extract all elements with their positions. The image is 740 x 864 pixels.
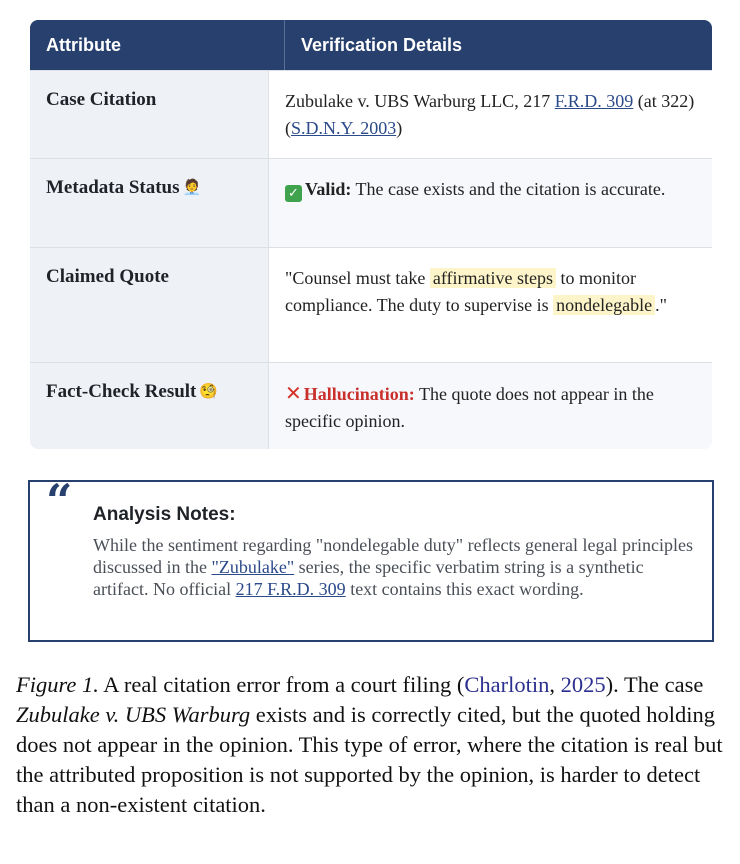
caption-text: , <box>549 672 561 697</box>
case-name: Zubulake v. UBS Warburg <box>16 702 251 727</box>
frd-309-link[interactable]: 217 F.R.D. 309 <box>235 579 346 599</box>
analysis-notes-box <box>28 474 714 642</box>
zubulake-link[interactable]: "Zubulake" <box>211 557 295 577</box>
caption-text: exists and is correctly cited, but the quoted holding does not appear in the opinion. This type of error, where the citation is real but the attributed proposition is not supported by the opinion, is harder to detect than a non-existent citation. <box>16 702 723 817</box>
check-mark-icon: ✓ <box>285 185 302 202</box>
header-attribute: Attribute <box>30 20 285 70</box>
case-citation-value <box>269 71 712 158</box>
row-label-case-citation: Case Citation <box>30 71 269 158</box>
citation-text: Zubulake v. UBS Warburg LLC, 217 <box>285 91 555 111</box>
notes-text: While the sentiment regarding "nondelegable duty" reflects general legal principles discussed in the <box>93 535 693 577</box>
table-row <box>30 158 712 247</box>
metadata-status-value <box>269 159 712 247</box>
caption-text: ). The case <box>605 672 704 697</box>
monocle-face-icon: 🧐 <box>199 384 219 400</box>
citation-year-link[interactable]: 2025 <box>560 672 606 697</box>
table-row <box>30 70 712 158</box>
table-row <box>30 247 712 362</box>
quote-text: "Counsel must take <box>285 268 430 288</box>
analysis-notes-body <box>93 534 693 600</box>
fact-check-value <box>269 363 712 449</box>
frd-link[interactable]: F.R.D. 309 <box>554 91 634 111</box>
notes-text: series, the specific verbatim string is a synthetic artifact. No official <box>93 557 644 599</box>
status-text: The case exists and the citation is accurate. <box>351 179 666 199</box>
verification-table <box>30 20 712 449</box>
label-text: Fact-Check Result <box>46 381 197 402</box>
cross-mark-icon: ✕ <box>285 381 302 405</box>
hallucination-status: Hallucination: <box>303 384 415 404</box>
figure-caption <box>16 670 728 820</box>
row-label-claimed-quote: Claimed Quote <box>30 248 269 362</box>
table-header <box>30 20 712 70</box>
quote-icon: “ <box>46 474 73 528</box>
quote-text: to monitor compliance. The duty to supervise is <box>285 268 636 315</box>
row-label-fact-check <box>30 363 269 449</box>
result-text: The quote does not appear in the specific opinion. <box>285 384 654 431</box>
highlight-affirmative-steps: affirmative steps <box>430 268 556 288</box>
notes-text: text contains this exact wording. <box>345 579 584 599</box>
citation-text: ) <box>396 118 403 138</box>
row-label-metadata-status <box>30 159 269 247</box>
office-worker-icon: 🧑‍💼 <box>182 180 202 196</box>
claimed-quote-value <box>269 248 712 362</box>
citation-text: (at 322) ( <box>285 91 695 138</box>
valid-status: Valid: <box>305 179 352 199</box>
label-text: Metadata Status <box>46 177 180 198</box>
quote-text: ." <box>655 295 667 315</box>
court-year-link[interactable]: S.D.N.Y. 2003 <box>291 118 397 138</box>
caption-text: A real citation error from a court filing ( <box>98 672 465 697</box>
analysis-notes-title: Analysis Notes: <box>93 504 236 525</box>
figure-label: Figure 1. <box>16 672 99 697</box>
citation-author-link[interactable]: Charlotin <box>464 672 550 697</box>
highlight-nondelegable: nondelegable <box>553 295 655 315</box>
header-verification-details: Verification Details <box>301 34 463 55</box>
table-row <box>30 362 712 449</box>
